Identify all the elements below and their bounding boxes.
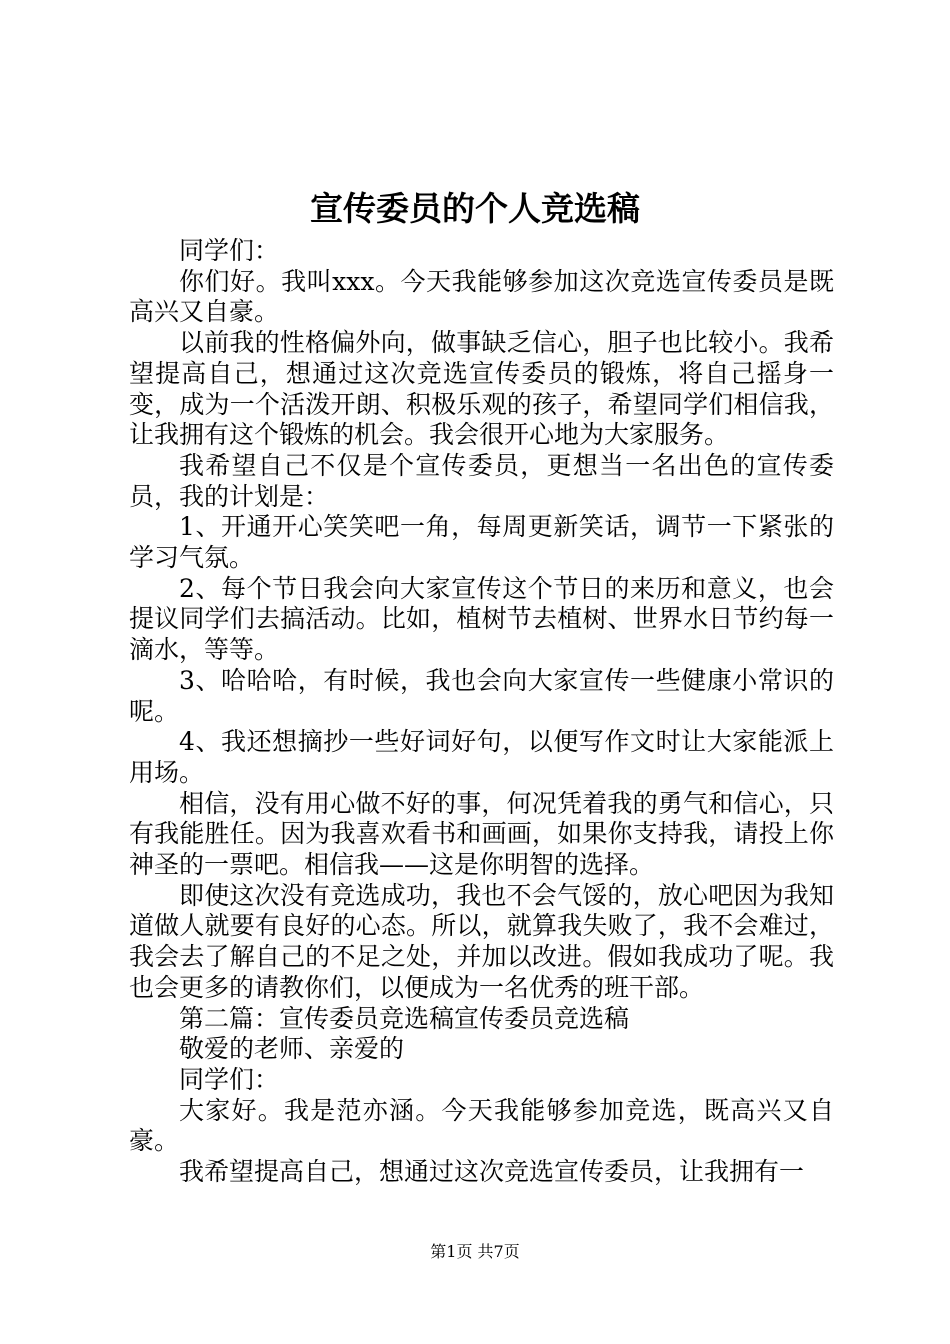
section-heading: 第二篇：宣传委员竞选稿宣传委员竞选稿 — [179, 1003, 630, 1033]
paragraph: 我希望自己不仅是个宣传委员，更想当一名出色的宣传委员，我的计划是： — [129, 450, 834, 511]
page-footer: 第1页 共7页 — [430, 1242, 520, 1261]
document-title: 宣传委员的个人竞选稿 — [310, 189, 640, 228]
paragraph: 大家好。我是范亦涵。今天我能够参加竞选，既高兴又自豪。 — [129, 1095, 834, 1156]
paragraph: 以前我的性格偏外向，做事缺乏信心，胆子也比较小。我希望提高自己，想通过这次竞选宣传委员的锻炼，将自己摇身一变，成为一个活泼开朗、积极乐观的孩子，希望同学们相信我，让我拥有这个锻炼的机会。我会很开心地为大家服务。 — [129, 328, 834, 450]
salutation: 同学们： — [179, 1064, 280, 1094]
paragraph: 即使这次没有竞选成功，我也不会气馁的，放心吧因为我知道做人就要有良好的心态。所以，就算我失败了，我不会难过，我会去了解自己的不足之处，并加以改进。假如我成功了呢。我也会更多的请教你们，以便成为一名优秀的班干部。 — [129, 880, 834, 1002]
plan-item: 1、开通开心笑笑吧一角，每周更新笑话，调节一下紧张的学习气氛。 — [129, 512, 834, 573]
paragraph: 你们好。我叫xxx。今天我能够参加这次竞选宣传委员是既高兴又自豪。 — [129, 266, 834, 327]
plan-item: 4、我还想摘抄一些好词好句，以便写作文时让大家能派上用场。 — [129, 727, 834, 787]
plan-item: 2、每个节日我会向大家宣传这个节日的来历和意义，也会提议同学们去搞活动。比如，植树节去植树、世界水日节约每一滴水，等等。 — [129, 573, 834, 665]
salutation: 同学们： — [179, 236, 280, 265]
document-body — [129, 236, 834, 1188]
paragraph: 我希望提高自己，想通过这次竞选宣传委员，让我拥有一 — [179, 1157, 805, 1187]
plan-item: 3、哈哈哈，有时候，我也会向大家宣传一些健康小常识的呢。 — [129, 665, 834, 726]
salutation: 敬爱的老师、亲爱的 — [179, 1034, 405, 1064]
paragraph: 相信，没有用心做不好的事，何况凭着我的勇气和信心，只有我能胜任。因为我喜欢看书和画画，如果你支持我，请投上你神圣的一票吧。相信我——这是你明智的选择。 — [129, 788, 834, 880]
